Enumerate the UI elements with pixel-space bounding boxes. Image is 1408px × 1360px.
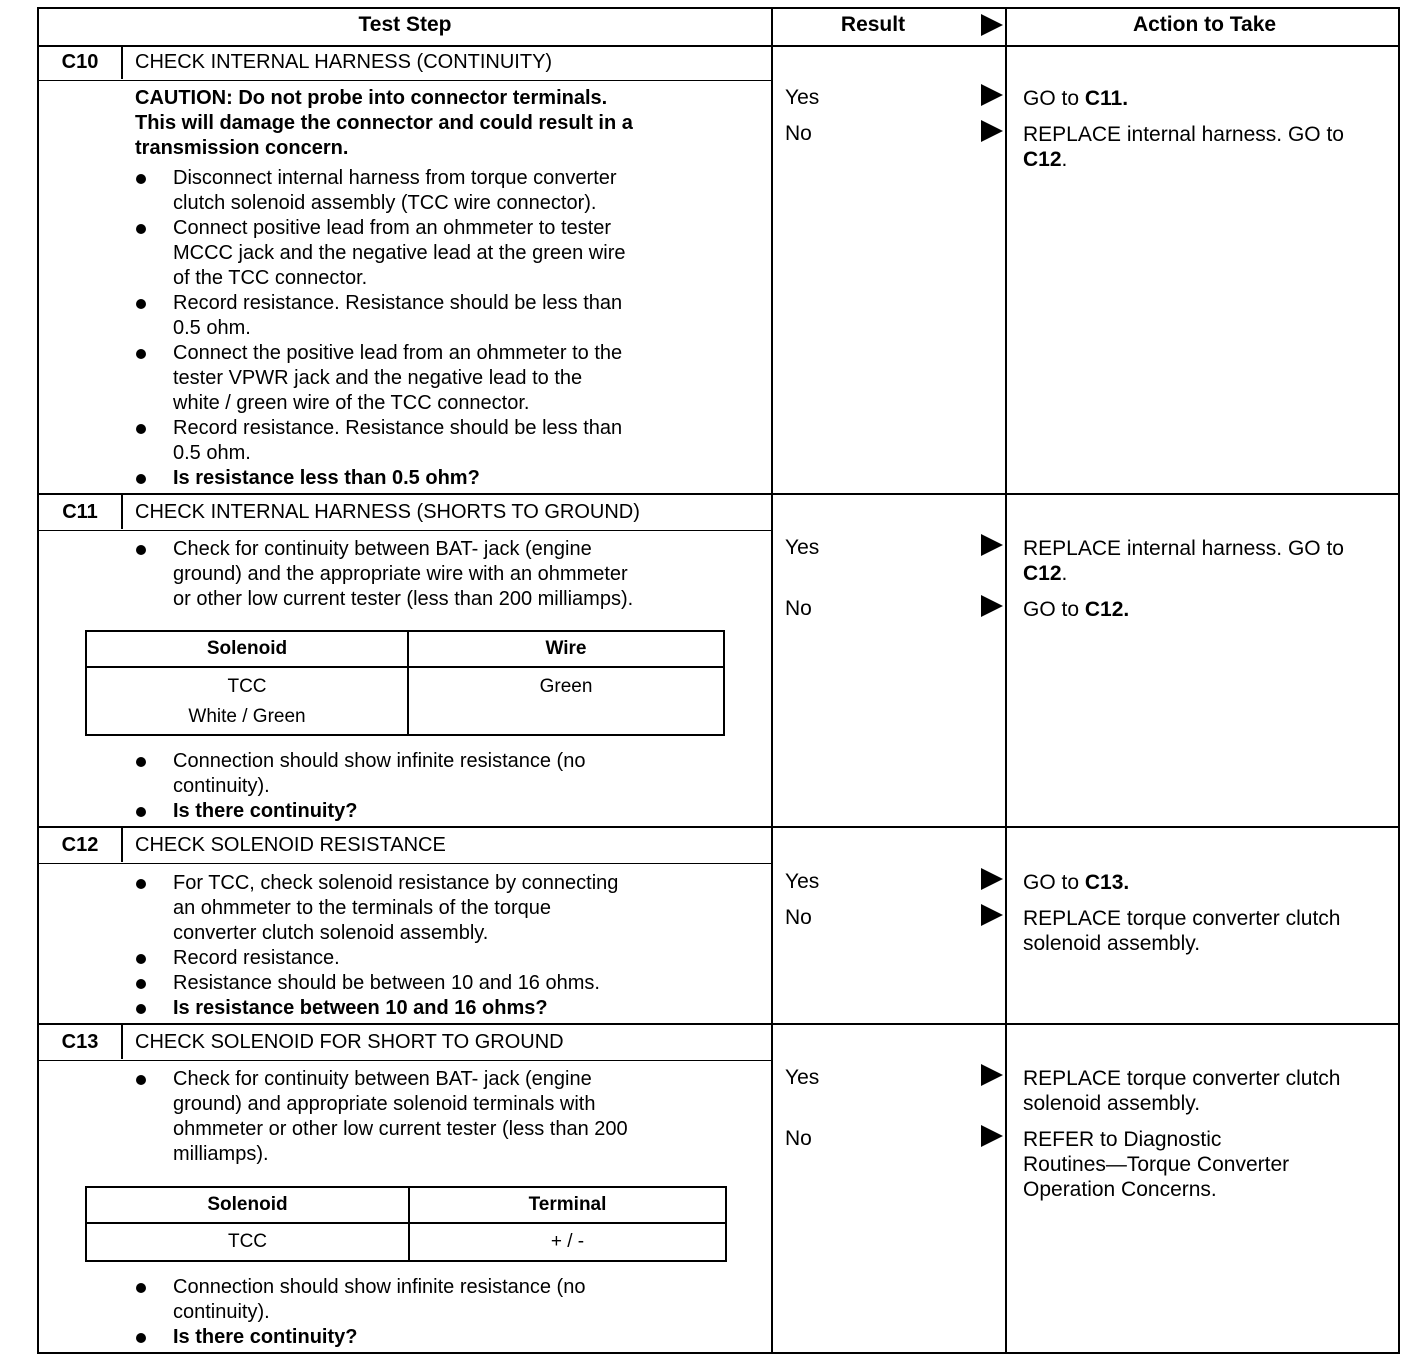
list-item: Record resistance. Resistance should be less than 0.5 ohm. xyxy=(173,416,622,466)
action-yes: REPLACE torque converter clutch solenoid assembly. xyxy=(1023,1067,1341,1115)
bullet-icon xyxy=(136,474,146,484)
table-cell: + / - xyxy=(409,1223,726,1261)
result-no: No xyxy=(785,1127,812,1150)
question: Is resistance between 10 and 16 ohms? xyxy=(173,996,548,1021)
bullet-icon xyxy=(136,1075,146,1085)
action-yes: GO to C13. xyxy=(1023,871,1130,894)
bullet-icon xyxy=(136,1004,146,1014)
bullet-icon xyxy=(136,349,146,359)
diagnostic-table xyxy=(37,7,1400,1354)
list-item: Record resistance. Resistance should be less than 0.5 ohm. xyxy=(173,291,622,341)
bullet-icon xyxy=(136,1283,146,1293)
action-no: REPLACE internal harness. GO to C12. xyxy=(1023,123,1344,171)
step-title: CHECK INTERNAL HARNESS (CONTINUITY) xyxy=(135,51,553,73)
table-header-wire: Wire xyxy=(408,631,724,667)
step-title: CHECK SOLENOID FOR SHORT TO GROUND xyxy=(135,1031,564,1053)
arrow-icon xyxy=(981,904,1003,926)
list-item: Connection should show infinite resistance (no continuity). xyxy=(173,749,585,799)
list-item: Connection should show infinite resistance (no continuity). xyxy=(173,1275,585,1325)
action-no: REFER to Diagnostic Routines—Torque Converter Operation Concerns. xyxy=(1023,1128,1290,1201)
arrow-icon xyxy=(981,1125,1003,1147)
divider xyxy=(39,1060,771,1061)
header-action: Action to Take xyxy=(1132,13,1277,36)
solenoid-wire-table xyxy=(85,630,725,736)
bullet-icon xyxy=(136,954,146,964)
step-code: C11 xyxy=(39,495,123,529)
step-code: C13 xyxy=(39,1025,123,1059)
result-arrow-icon xyxy=(981,14,1003,36)
list-item: Check for continuity between BAT- jack (engine ground) and the appropriate wire with an ohmmeter or other low current tester (less than 200 milliamps). xyxy=(173,537,633,612)
question: Is resistance less than 0.5 ohm? xyxy=(173,466,480,491)
step-title: CHECK INTERNAL HARNESS (SHORTS TO GROUND) xyxy=(135,501,640,523)
divider xyxy=(39,863,771,864)
list-item: Check for continuity between BAT- jack (engine ground) and appropriate solenoid terminals with ohmmeter or other low current tester (less than 200 milliamps). xyxy=(173,1067,628,1167)
table-header-solenoid: Solenoid xyxy=(86,631,408,667)
result-yes: Yes xyxy=(785,86,820,109)
arrow-icon xyxy=(981,595,1003,617)
result-no: No xyxy=(785,906,812,929)
table-header-terminal: Terminal xyxy=(409,1187,726,1223)
bullet-icon xyxy=(136,224,146,234)
bullet-icon xyxy=(136,757,146,767)
action-no: REPLACE torque converter clutch solenoid assembly. xyxy=(1023,907,1341,955)
list-item: Connect the positive lead from an ohmmeter to the tester VPWR jack and the negative lead to the white / green wire of the TCC connector. xyxy=(173,341,622,416)
solenoid-terminal-table xyxy=(85,1186,727,1262)
question: Is there continuity? xyxy=(173,799,357,824)
caution-text: CAUTION: Do not probe into connector terminals. This will damage the connector and could result in a transmission concern. xyxy=(135,87,633,159)
arrow-icon xyxy=(981,868,1003,890)
result-no: No xyxy=(785,122,812,145)
question: Is there continuity? xyxy=(173,1325,357,1350)
step-code: C10 xyxy=(39,45,123,79)
action-no: GO to C12. xyxy=(1023,598,1130,621)
bullet-icon xyxy=(136,879,146,889)
bullet-icon xyxy=(136,979,146,989)
action-yes: REPLACE internal harness. GO to C12. xyxy=(1023,537,1344,585)
column-divider xyxy=(1005,9,1007,1352)
table-header-solenoid: Solenoid xyxy=(86,1187,409,1223)
table-cell: TCC xyxy=(86,1223,409,1261)
list-item: Disconnect internal harness from torque converter clutch solenoid assembly (TCC wire connector). xyxy=(173,166,617,216)
table-cell: TCC White / Green xyxy=(86,667,408,735)
bullet-icon xyxy=(136,545,146,555)
result-yes: Yes xyxy=(785,1066,820,1089)
divider xyxy=(39,80,771,81)
column-divider xyxy=(771,9,773,1352)
bullet-icon xyxy=(136,299,146,309)
table-header xyxy=(39,9,1398,47)
bullet-icon xyxy=(136,1333,146,1343)
bullet-icon xyxy=(136,174,146,184)
table-cell: Green xyxy=(408,667,724,735)
result-yes: Yes xyxy=(785,870,820,893)
result-yes: Yes xyxy=(785,536,820,559)
header-test-step: Test Step xyxy=(358,13,452,36)
list-item: Record resistance. xyxy=(173,946,340,971)
list-item: For TCC, check solenoid resistance by connecting an ohmmeter to the terminals of the torque converter clutch solenoid assembly. xyxy=(173,871,618,946)
arrow-icon xyxy=(981,120,1003,142)
list-item: Resistance should be between 10 and 16 ohms. xyxy=(173,971,600,996)
step-code: C12 xyxy=(39,828,123,862)
result-no: No xyxy=(785,597,812,620)
divider xyxy=(39,530,771,531)
arrow-icon xyxy=(981,84,1003,106)
step-title: CHECK SOLENOID RESISTANCE xyxy=(135,834,446,856)
arrow-icon xyxy=(981,1064,1003,1086)
header-result: Result xyxy=(840,13,906,36)
list-item: Connect positive lead from an ohmmeter to tester MCCC jack and the negative lead at the green wire of the TCC connector. xyxy=(173,216,625,291)
arrow-icon xyxy=(981,534,1003,556)
bullet-icon xyxy=(136,424,146,434)
action-yes: GO to C11. xyxy=(1023,87,1129,110)
bullet-icon xyxy=(136,807,146,817)
